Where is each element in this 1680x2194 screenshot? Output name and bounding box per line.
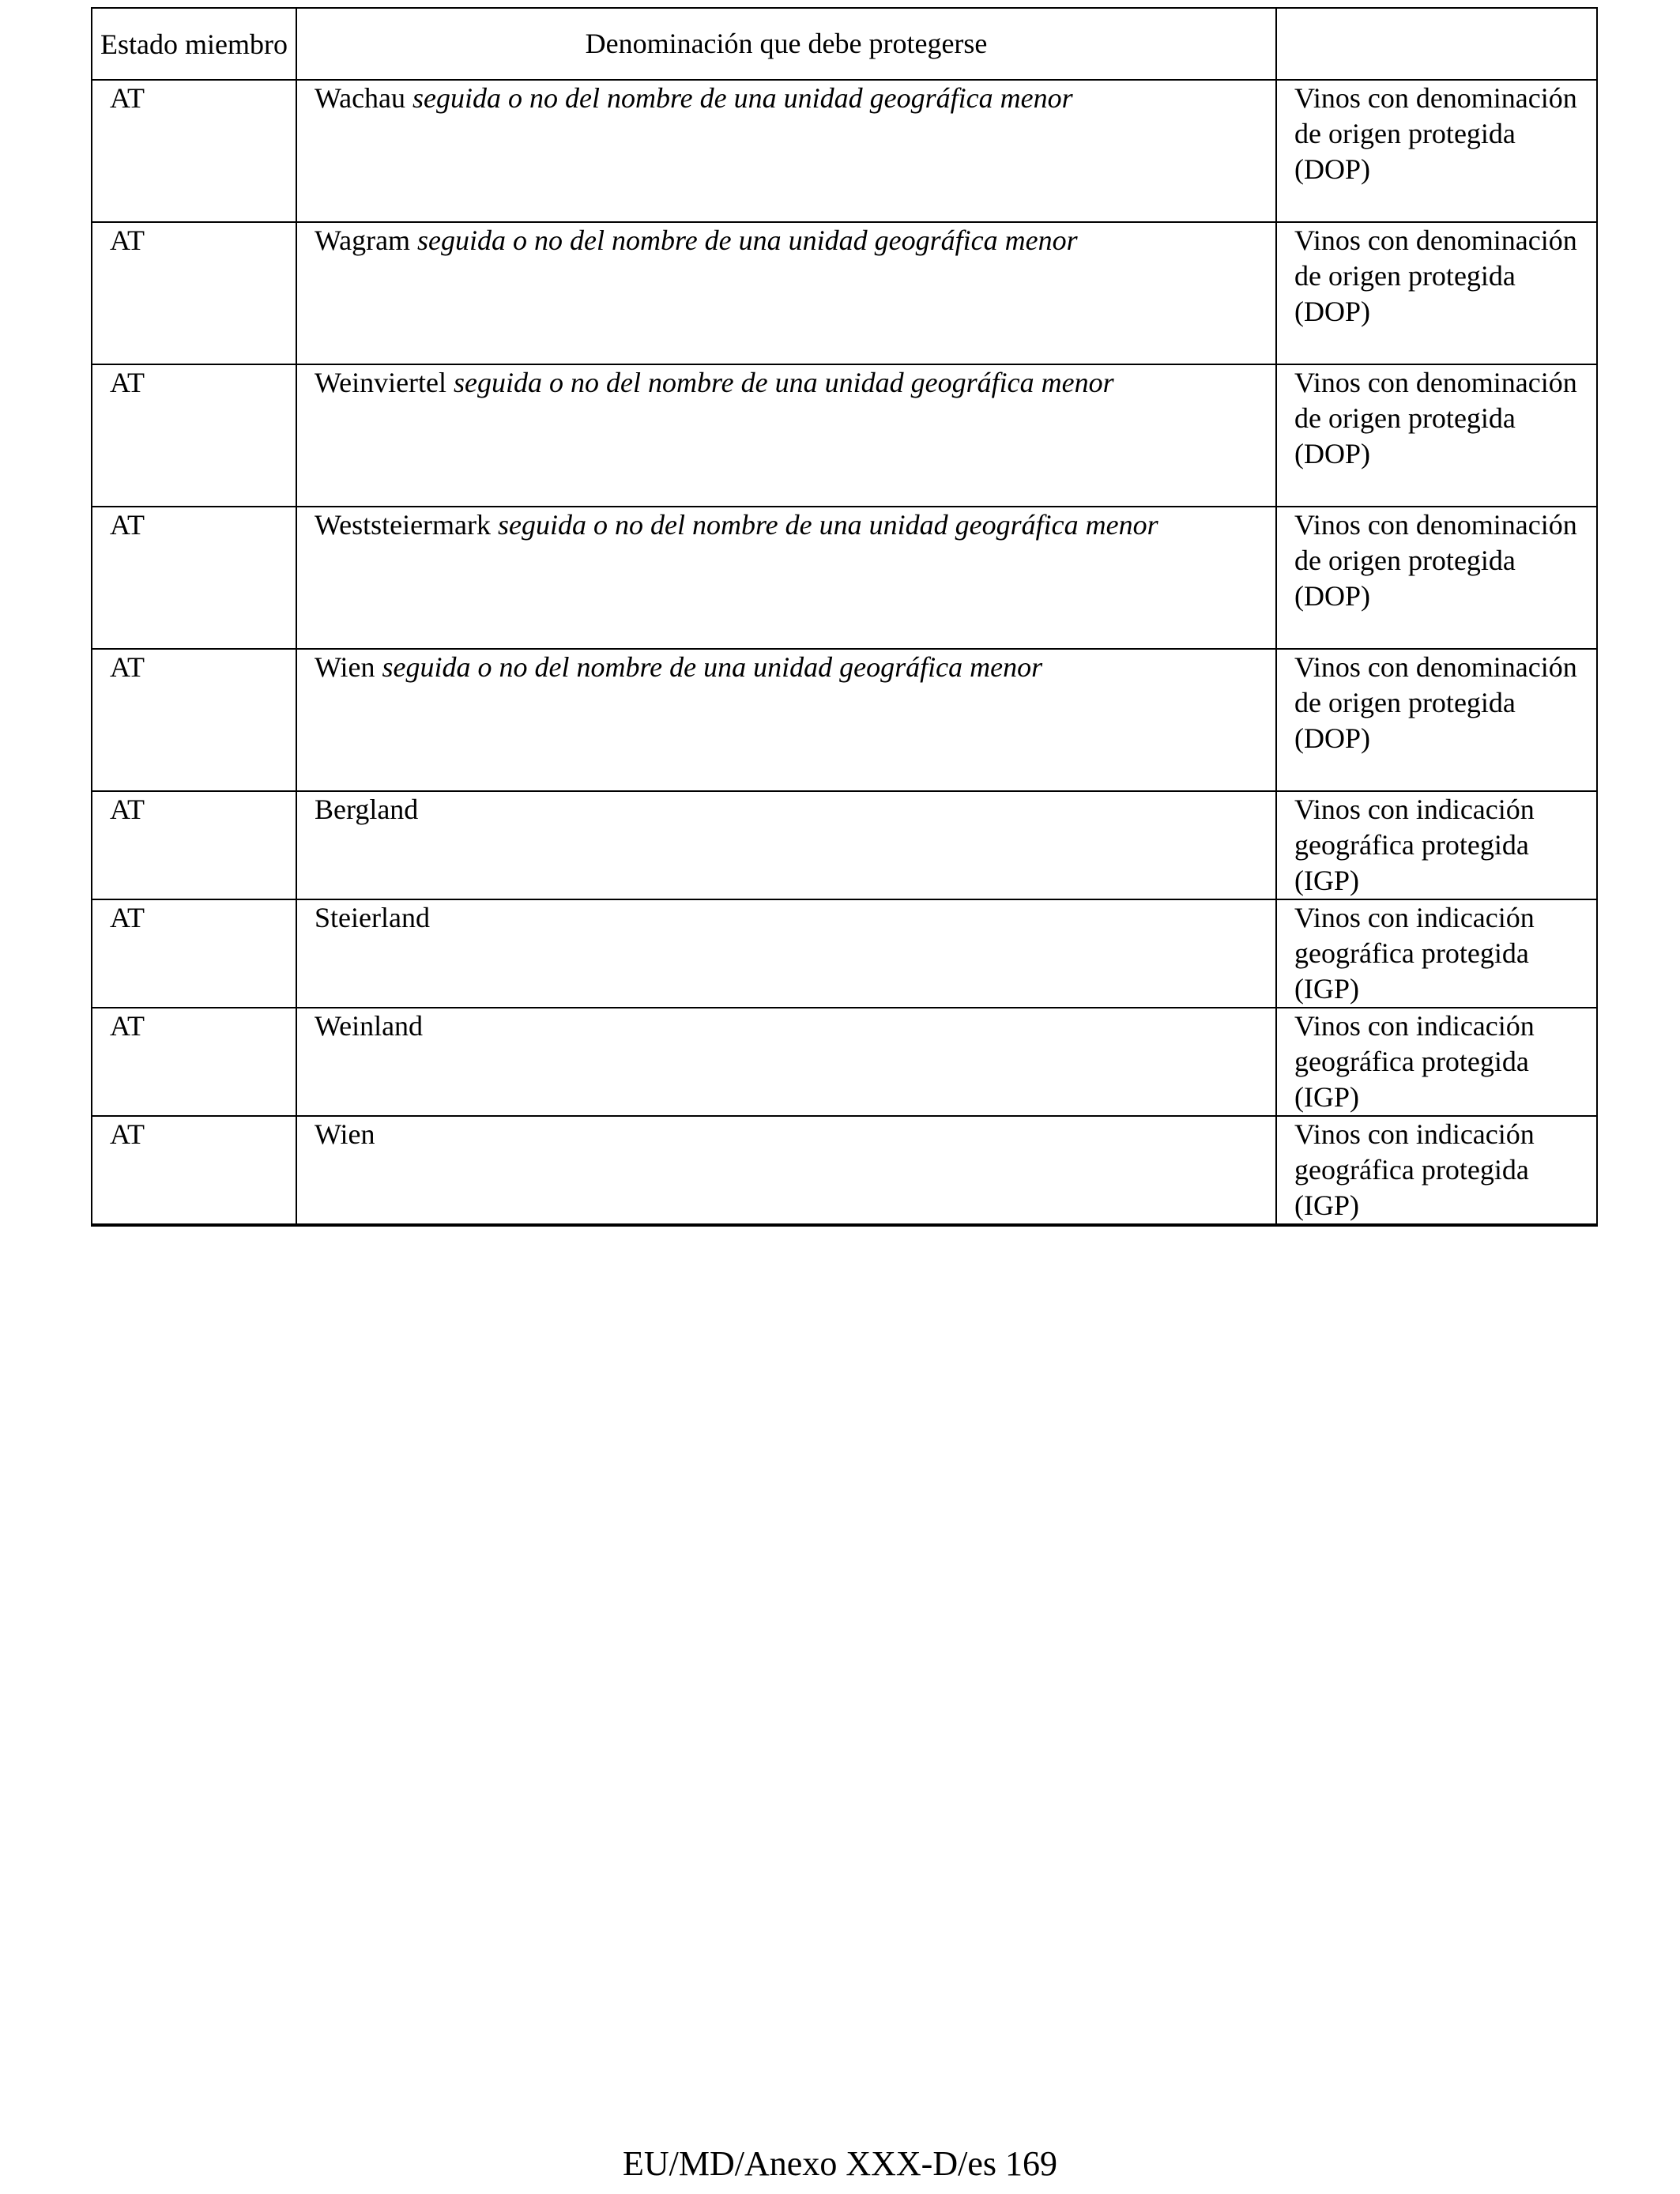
cell-member-state: AT xyxy=(92,791,296,899)
name-text: Bergland xyxy=(315,794,419,825)
cell-category: Vinos con denominación de origen protegida (DOP) xyxy=(1276,80,1597,222)
name-qualifier: seguida o no del nombre de una unidad geográfica menor xyxy=(412,82,1073,114)
table-row xyxy=(92,507,1597,649)
table-row xyxy=(92,1008,1597,1116)
name-qualifier: seguida o no del nombre de una unidad geográfica menor xyxy=(382,651,1043,683)
name-text: Wagram xyxy=(315,224,411,256)
table-row xyxy=(92,649,1597,791)
name-text: Weststeiermark xyxy=(315,509,492,541)
cell-category: Vinos con indicación geográfica protegida (IGP) xyxy=(1276,791,1597,899)
cell-member-state: AT xyxy=(92,364,296,507)
cell-category: Vinos con denominación de origen protegida (DOP) xyxy=(1276,364,1597,507)
cell-category: Vinos con indicación geográfica protegida (IGP) xyxy=(1276,1116,1597,1225)
cell-member-state: AT xyxy=(92,899,296,1008)
table-row xyxy=(92,364,1597,507)
table-header-row xyxy=(92,8,1597,80)
cell-protected-name xyxy=(296,364,1276,507)
cell-category: Vinos con indicación geográfica protegida (IGP) xyxy=(1276,1008,1597,1116)
table-row xyxy=(92,899,1597,1008)
cell-protected-name xyxy=(296,222,1276,364)
cell-category: Vinos con indicación geográfica protegida (IGP) xyxy=(1276,899,1597,1008)
cell-category: Vinos con denominación de origen protegida (DOP) xyxy=(1276,222,1597,364)
cell-member-state: AT xyxy=(92,1116,296,1225)
name-qualifier: seguida o no del nombre de una unidad geográfica menor xyxy=(498,509,1158,541)
cell-protected-name xyxy=(296,649,1276,791)
table-row xyxy=(92,222,1597,364)
cell-member-state: AT xyxy=(92,222,296,364)
name-text: Wien xyxy=(315,651,375,683)
header-category xyxy=(1276,8,1597,80)
cell-protected-name xyxy=(296,1116,1276,1225)
page-footer-reference: EU/MD/Anexo XXX-D/es 169 xyxy=(623,2144,1057,2183)
table-row xyxy=(92,1116,1597,1225)
name-text: Weinland xyxy=(315,1010,424,1042)
header-member-state: Estado miembro xyxy=(92,8,296,80)
protected-names-table xyxy=(91,7,1598,1227)
table-row xyxy=(92,80,1597,222)
cell-protected-name xyxy=(296,1008,1276,1116)
cell-protected-name xyxy=(296,791,1276,899)
cell-member-state: AT xyxy=(92,649,296,791)
name-text: Steierland xyxy=(315,902,430,933)
cell-category: Vinos con denominación de origen protegida (DOP) xyxy=(1276,649,1597,791)
cell-member-state: AT xyxy=(92,1008,296,1116)
name-text: Wachau xyxy=(315,82,406,114)
cell-protected-name xyxy=(296,899,1276,1008)
cell-member-state: AT xyxy=(92,507,296,649)
table-row xyxy=(92,791,1597,899)
cell-protected-name xyxy=(296,80,1276,222)
cell-member-state: AT xyxy=(92,80,296,222)
name-text: Weinviertel xyxy=(315,367,447,398)
cell-protected-name xyxy=(296,507,1276,649)
header-protected-name: Denominación que debe protegerse xyxy=(296,8,1276,80)
cell-category: Vinos con denominación de origen protegida (DOP) xyxy=(1276,507,1597,649)
name-qualifier: seguida o no del nombre de una unidad geográfica menor xyxy=(454,367,1114,398)
name-text: Wien xyxy=(315,1118,375,1150)
name-qualifier: seguida o no del nombre de una unidad geográfica menor xyxy=(417,224,1078,256)
